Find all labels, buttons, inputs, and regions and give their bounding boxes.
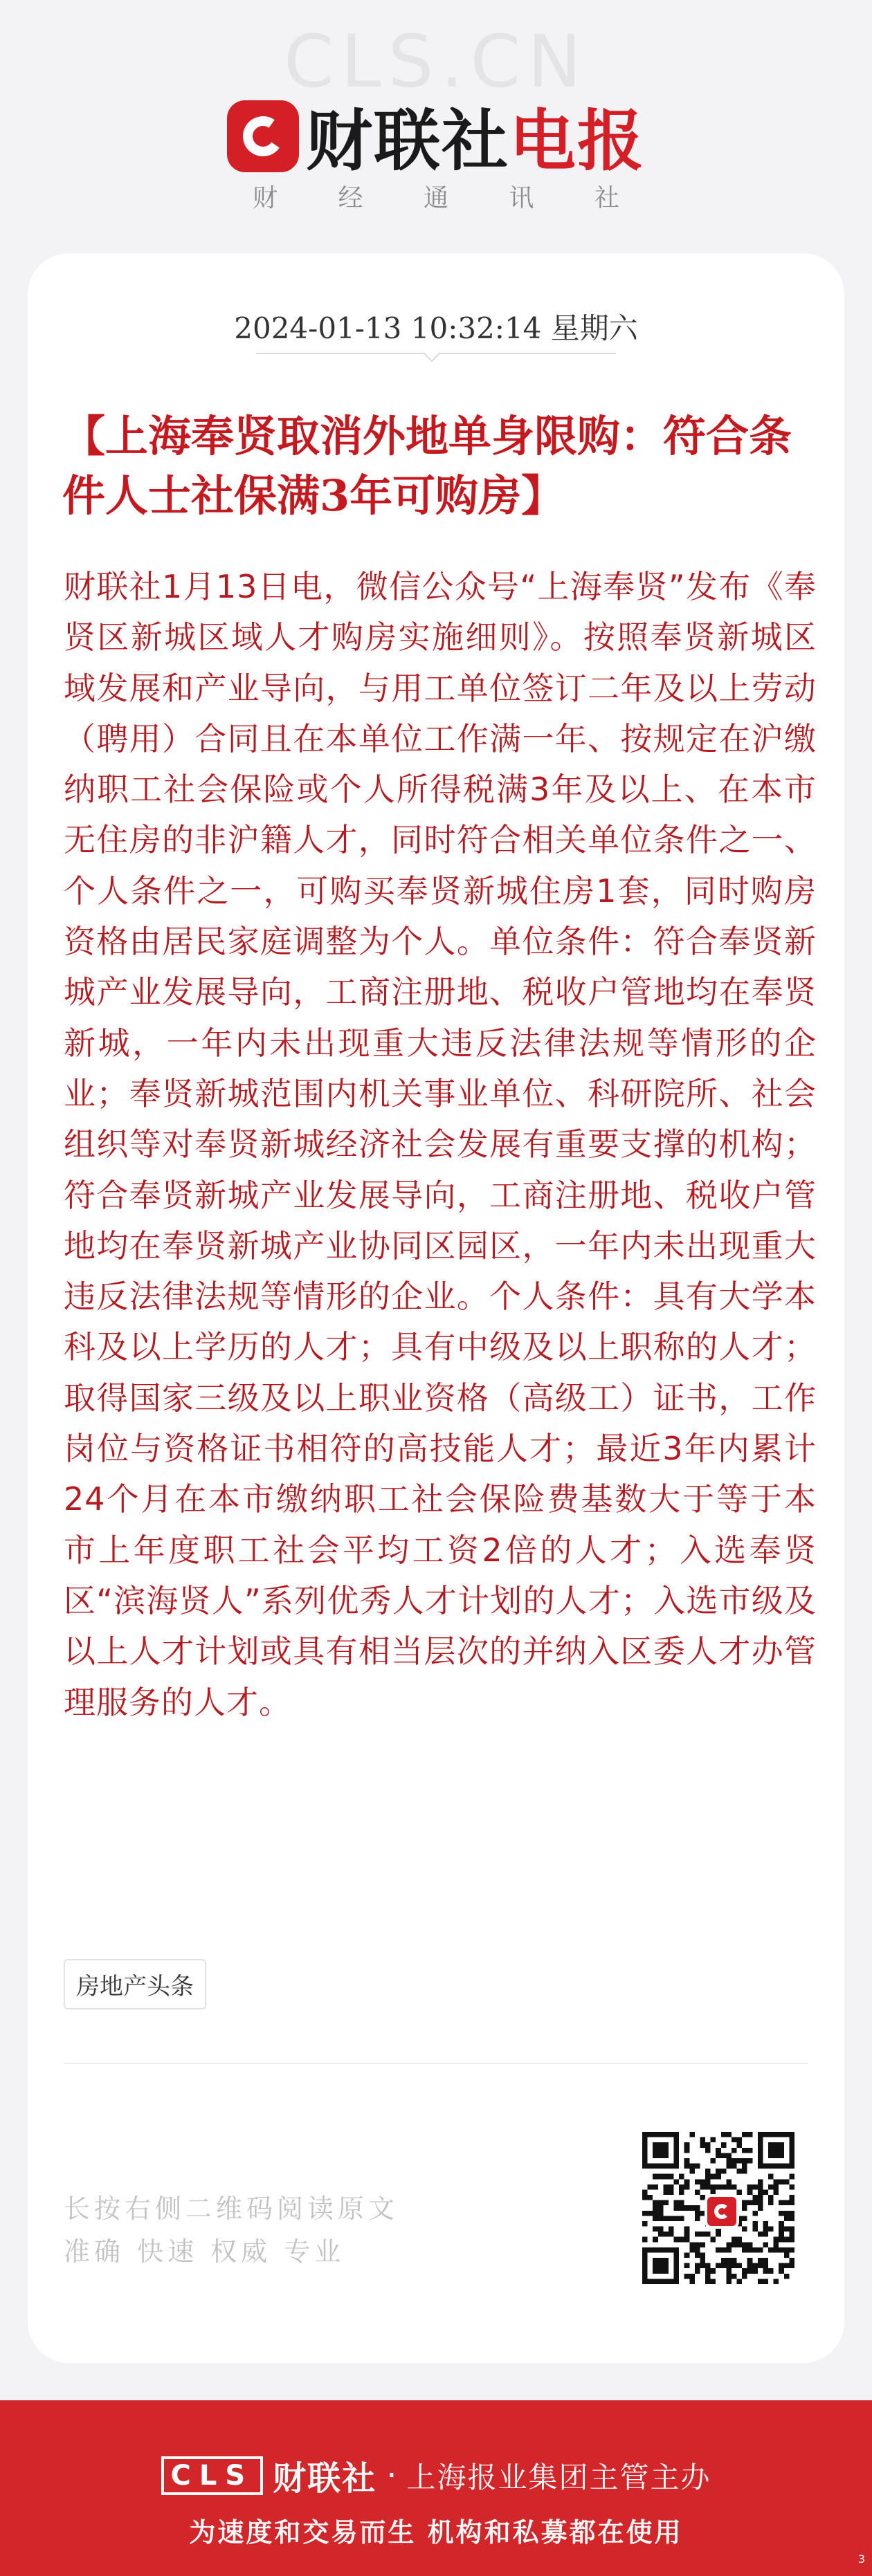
qr-logo-icon: [705, 2194, 739, 2229]
cls-box-logo: CLS: [161, 2456, 264, 2495]
date-pointer: [424, 347, 440, 362]
article-headline: 【上海奉贤取消外地单身限购：符合条件人士社保满3年可购房】: [62, 411, 792, 521]
article-datetime: 2024-01-13 10:32:14 星期六: [234, 311, 638, 345]
qr-hint: 长按右侧二维码阅读原文: [64, 2193, 399, 2224]
banner-brand-row: [0, 2451, 872, 2499]
qr-code[interactable]: [642, 2132, 794, 2284]
banner-separator: ·: [386, 2456, 397, 2495]
banner-name: 财联社: [273, 2459, 377, 2498]
article-card: [28, 253, 844, 2363]
bottom-banner: [0, 2400, 872, 2576]
banner-org: 上海报业集团主管主办: [406, 2460, 711, 2494]
topic-tag[interactable]: 房地产头条: [64, 1959, 206, 2009]
cls-logo-icon: [227, 100, 299, 172]
brand-prefix: 财联社: [306, 102, 509, 180]
footer-info: [64, 2187, 399, 2273]
banner-slogan: 为速度和交易而生 机构和私募都在使用: [189, 2517, 683, 2548]
brand-header: [0, 89, 872, 183]
date-block: [228, 306, 644, 347]
article-body: 财联社1月13日电，微信公众号“上海奉贤”发布《奉贤区新城区域人才购房实施细则》。按照奉贤新城区域发展和产业导向，与用工单位签订二年及以上劳动（聘用）合同且在本单位工作满一年、按规定在沪缴纳职工社会保险或个人所得税满3年及以上、在本市无住房的非沪籍人才，同时符合相关单位条件之一、个人条件之一，可购买奉贤新城住房1套，同时购房资格由居民家庭调整为个人。单位条件：符合奉贤新城产业发展导向，工商注册地、税收户管地均在奉贤新城，一年内未出现重大违反法律法规等情形的企业；奉贤新城范围内机关事业单位、科研院所、社会组织等对奉贤新城经济社会发展有重要支撑的机构；符合奉贤新城产业发展导向，工商注册地、税收户管地均在奉贤新城产业协同区园区，一年内未出现重大违反法律法规等情形的企业。个人条件：具有大学本科及以上学历的人才；具有中级及以上职称的人才；取得国家三级及以上职业资格（高级工）证书，工作岗位与资格证书相符的高技能人才；最近3年内累计24个月在本市缴纳职工社会保险费基数大于等于本市上年度职工社会平均工资2倍的人才；入选奉贤区“滨海贤人”系列优秀人才计划的人才；入选市级及以上人才计划或具有相当层次的并纳入区委人才办管理服务的人才。: [64, 568, 817, 1721]
tagline: 准确 快速 权威 专业: [64, 2236, 345, 2267]
page-marker: 3: [857, 2552, 865, 2566]
brand-title: [306, 89, 645, 183]
footer-divider: [64, 2063, 808, 2064]
brand-suffix: 电报: [509, 102, 645, 180]
cls-watermark: CLS.CN: [283, 19, 589, 104]
brand-subtitle: 财 经 通 讯 社: [253, 184, 646, 212]
